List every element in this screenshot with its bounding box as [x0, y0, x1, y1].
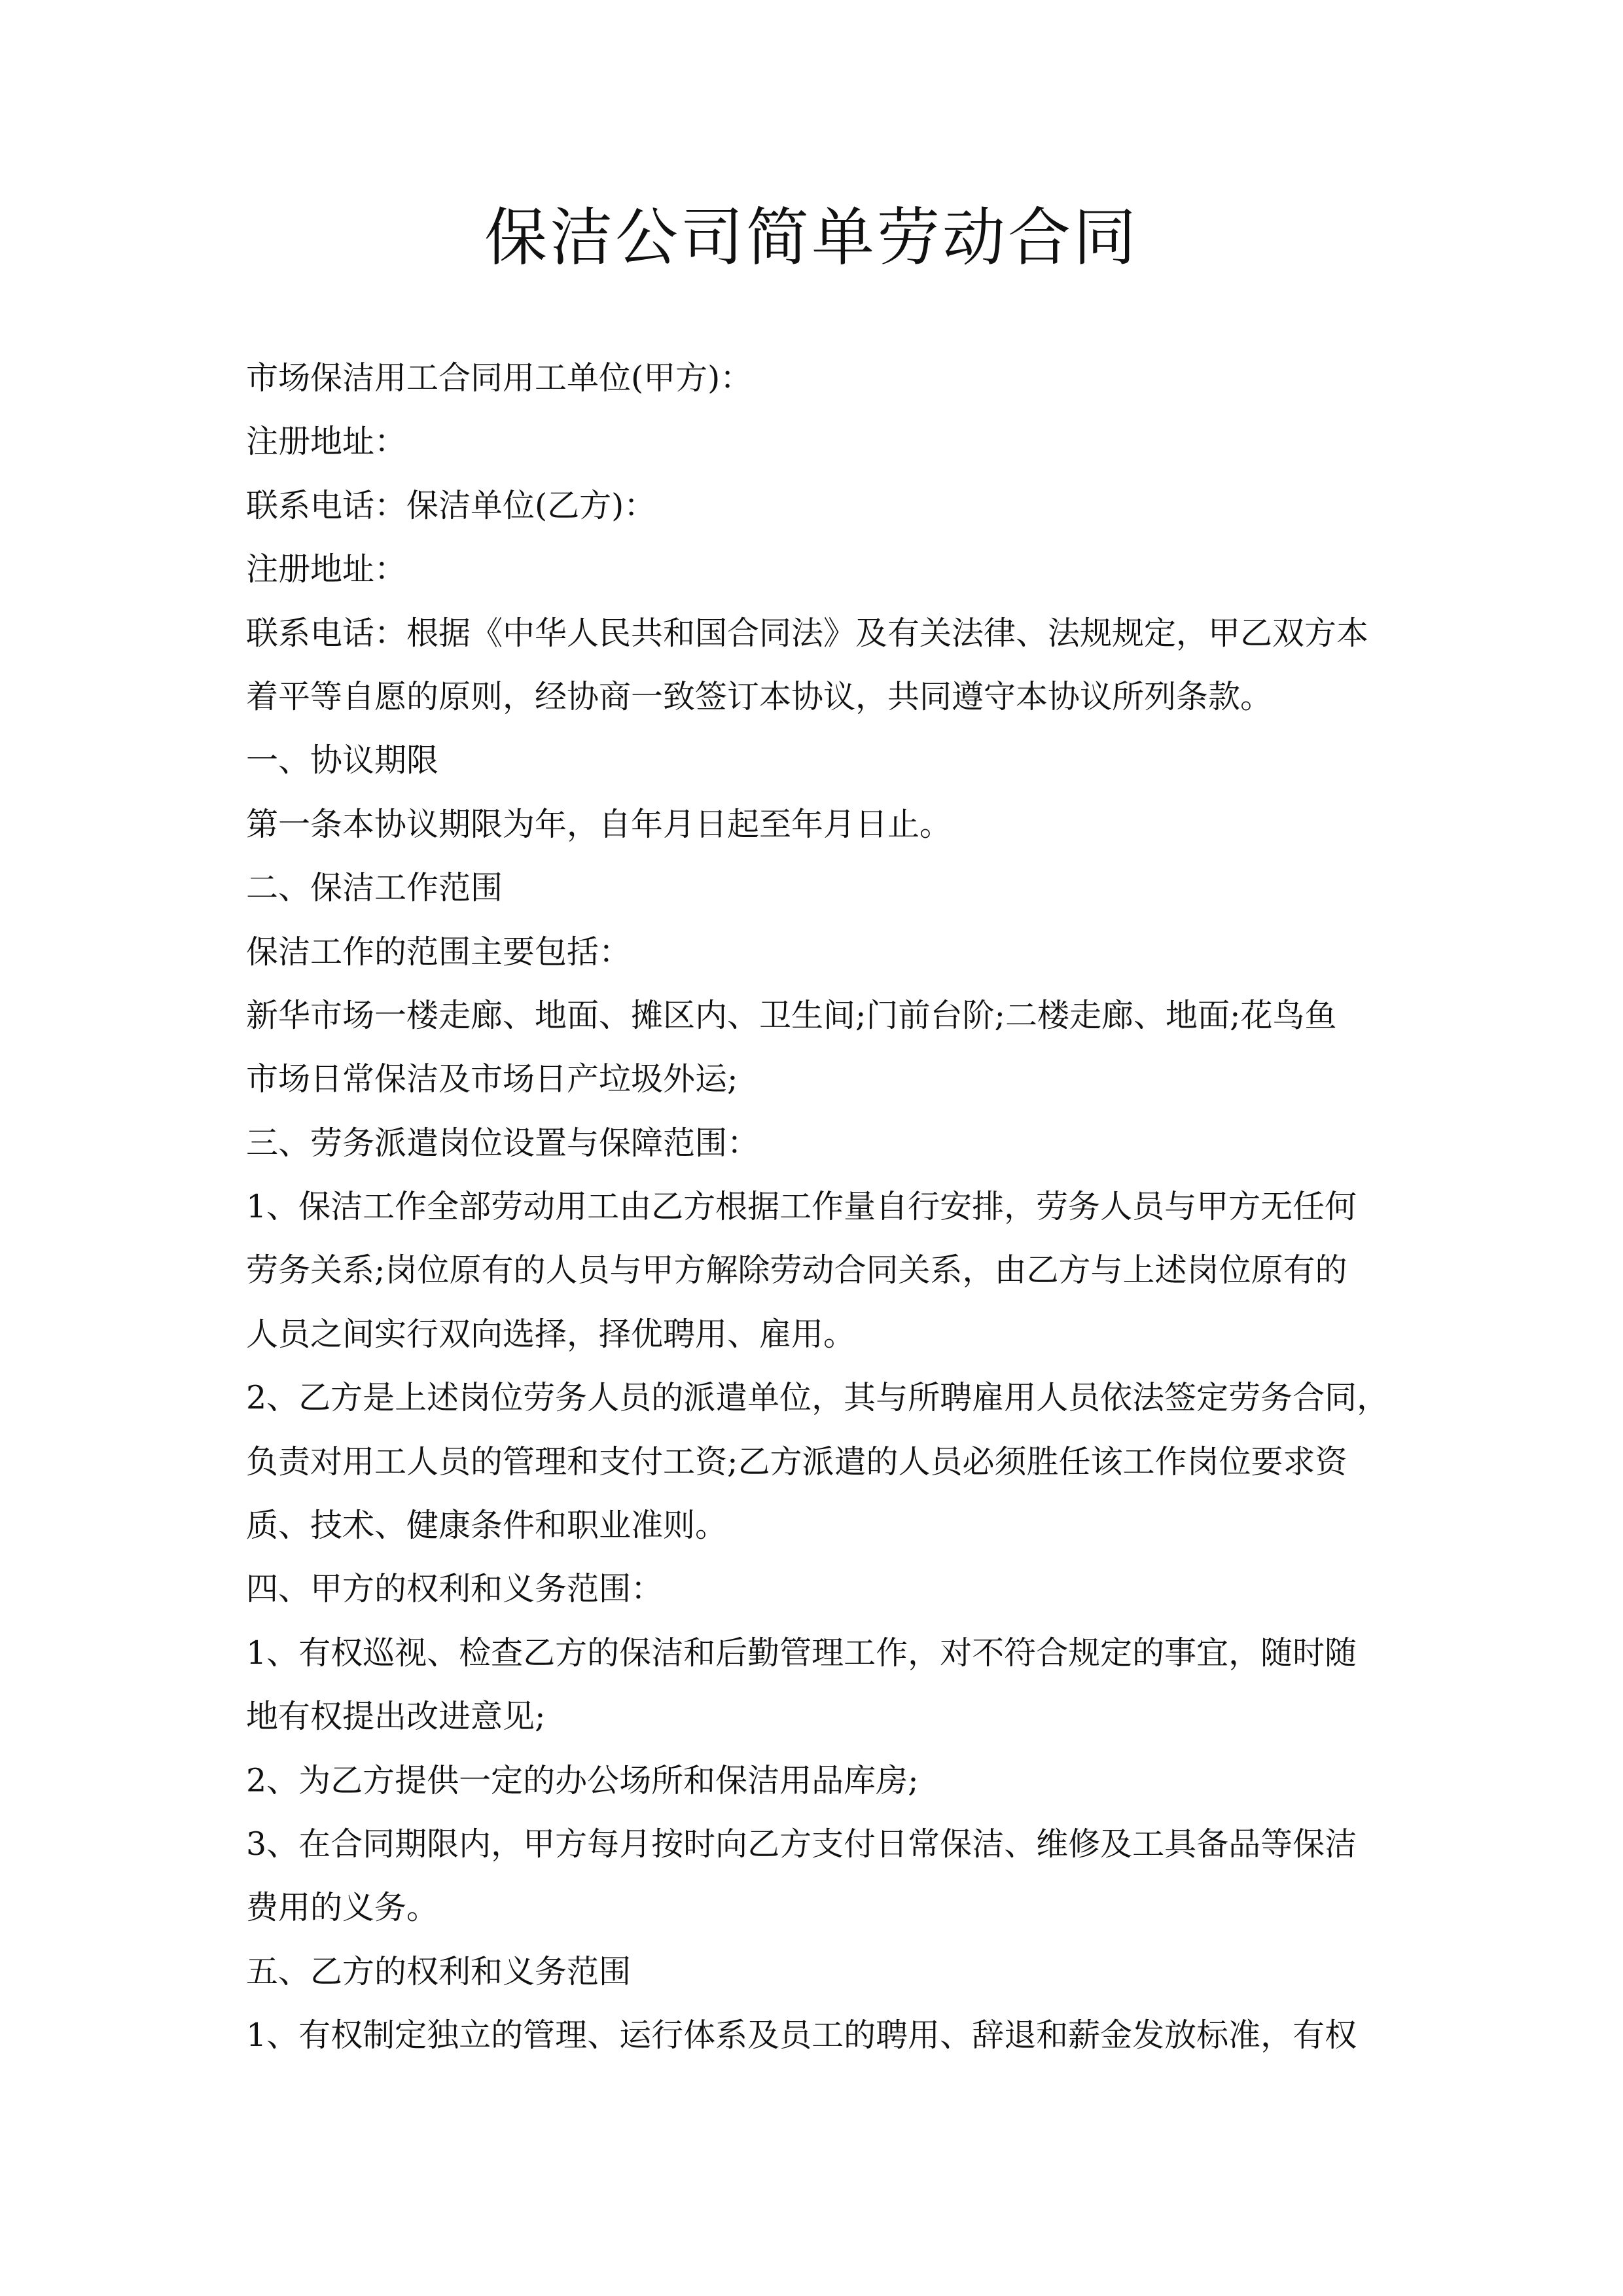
section-heading: 三、劳务派遣岗位设置与保障范围： — [246, 1124, 760, 1162]
text-line: 劳务关系;岗位原有的人员与甲方解除劳动合同关系，由乙方与上述岗位原有的 — [246, 1251, 1347, 1289]
text-line: 3、在合同期限内，甲方每月按时向乙方支付日常保洁、维修及工具备品等保洁 — [246, 1825, 1357, 1863]
document-title: 保洁公司简单劳动合同 — [484, 201, 1139, 274]
text-line: 费用的义务。 — [246, 1889, 439, 1927]
text-line: 着平等自愿的原则，经协商一致签订本协议，共同遵守本协议所列条款。 — [246, 677, 1273, 715]
text-line: 质、技术、健康条件和职业准则。 — [246, 1507, 728, 1545]
section-heading: 五、乙方的权利和义务范围 — [246, 1952, 632, 1990]
section-heading: 四、甲方的权利和义务范围： — [246, 1570, 664, 1608]
section-heading: 二、保洁工作范围 — [246, 869, 503, 907]
text-line: 联系电话：根据《中华人民共和国合同法》及有关法律、法规规定，甲乙双方本 — [246, 614, 1369, 652]
text-line: 新华市场一楼走廊、地面、摊区内、卫生间;门前台阶;二楼走廊、地面;花鸟鱼 — [246, 996, 1337, 1034]
text-line: 2、为乙方提供一定的办公场所和保洁用品库房; — [246, 1761, 919, 1799]
section-heading: 一、协议期限 — [246, 742, 439, 780]
text-line: 地有权提出改进意见; — [246, 1698, 546, 1736]
text-line: 负责对用工人员的管理和支付工资;乙方派遣的人员必须胜任该工作岗位要求资 — [246, 1443, 1347, 1480]
text-line: 联系电话：保洁单位(乙方)： — [246, 486, 656, 524]
text-line: 市场保洁用工合同用工单位(甲方)： — [246, 359, 753, 397]
text-line: 1、有权巡视、检查乙方的保洁和后勤管理工作，对不符合规定的事宜，随时随 — [246, 1634, 1357, 1672]
text-line: 1、有权制定独立的管理、运行体系及员工的聘用、辞退和薪金发放标准，有权 — [246, 2017, 1357, 2054]
text-line: 第一条本协议期限为年，自年月日起至年月日止。 — [246, 805, 952, 843]
text-line: 人员之间实行双向选择，择优聘用、雇用。 — [246, 1315, 856, 1353]
document-body — [246, 346, 1411, 2068]
text-line: 注册地址： — [246, 423, 407, 461]
text-line: 2、乙方是上述岗位劳务人员的派遣单位，其与所聘雇用人员依法签定劳务合同， — [246, 1379, 1389, 1417]
text-line: 1、保洁工作全部劳动用工由乙方根据工作量自行安排，劳务人员与甲方无任何 — [246, 1188, 1357, 1226]
text-line: 保洁工作的范围主要包括： — [246, 933, 632, 971]
text-line: 注册地址： — [246, 550, 407, 588]
text-line: 市场日常保洁及市场日产垃圾外运; — [246, 1060, 738, 1098]
